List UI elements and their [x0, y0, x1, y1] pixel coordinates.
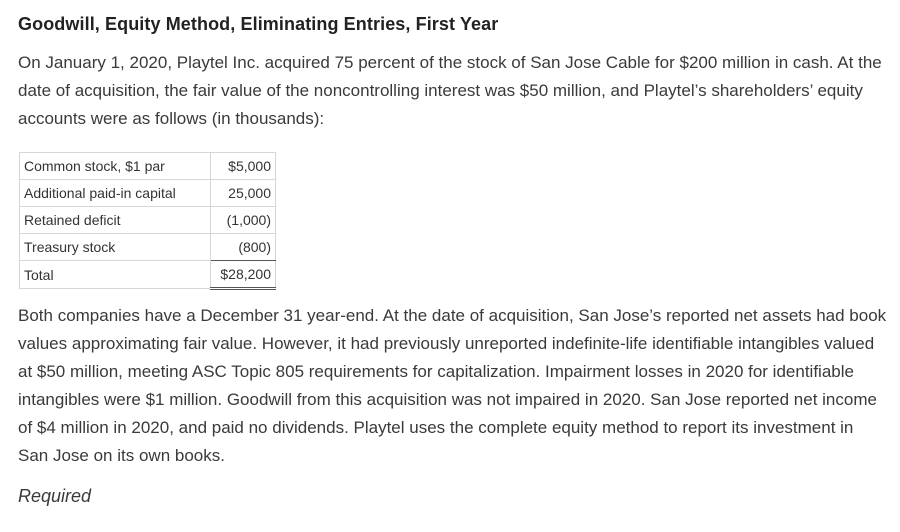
- row-label: Additional paid-in capital: [20, 180, 211, 207]
- table-row: [20, 234, 276, 261]
- table-row: [20, 207, 276, 234]
- shareholders-equity-table: [19, 152, 276, 290]
- intro-paragraph: On January 1, 2020, Playtel Inc. acquired 75 percent of the stock of San Jose Cable for $200 million in cash. At the date of acquisition, the fair value of the noncontrolling interest was $50 million, and Playtel’s shareholders’ equity accounts were as follows (in thousands):: [18, 53, 882, 128]
- row-amount: $28,200: [211, 261, 276, 289]
- table-row: [20, 153, 276, 180]
- required-label: Required: [18, 486, 92, 506]
- table-row-total: [20, 261, 276, 289]
- body-paragraph: Both companies have a December 31 year-end. At the date of acquisition, San Jose’s reported net assets had book values approximating fair value. However, it had previously unreported indefinite-life identifiable intangibles valued at $50 million, meeting ASC Topic 805 requirements for capitalization. Impairment losses in 2020 for identifiable intangibles were $1 million. Goodwill from this acquisition was not impaired in 2020. San Jose reported net income of $4 million in 2020, and paid no dividends. Playtel uses the complete equity method to report its investment in San Jose on its own books.: [18, 306, 887, 465]
- row-amount: (1,000): [211, 207, 276, 234]
- row-label: Treasury stock: [20, 234, 211, 261]
- row-label: Total: [20, 261, 211, 289]
- row-amount: (800): [211, 234, 276, 261]
- row-label: Common stock, $1 par: [20, 153, 211, 180]
- problem-title: Goodwill, Equity Method, Eliminating Entries, First Year: [18, 14, 499, 34]
- problem-content: [18, 0, 888, 509]
- table-row: [20, 180, 276, 207]
- row-amount: 25,000: [211, 180, 276, 207]
- row-label: Retained deficit: [20, 207, 211, 234]
- row-amount: $5,000: [211, 153, 276, 180]
